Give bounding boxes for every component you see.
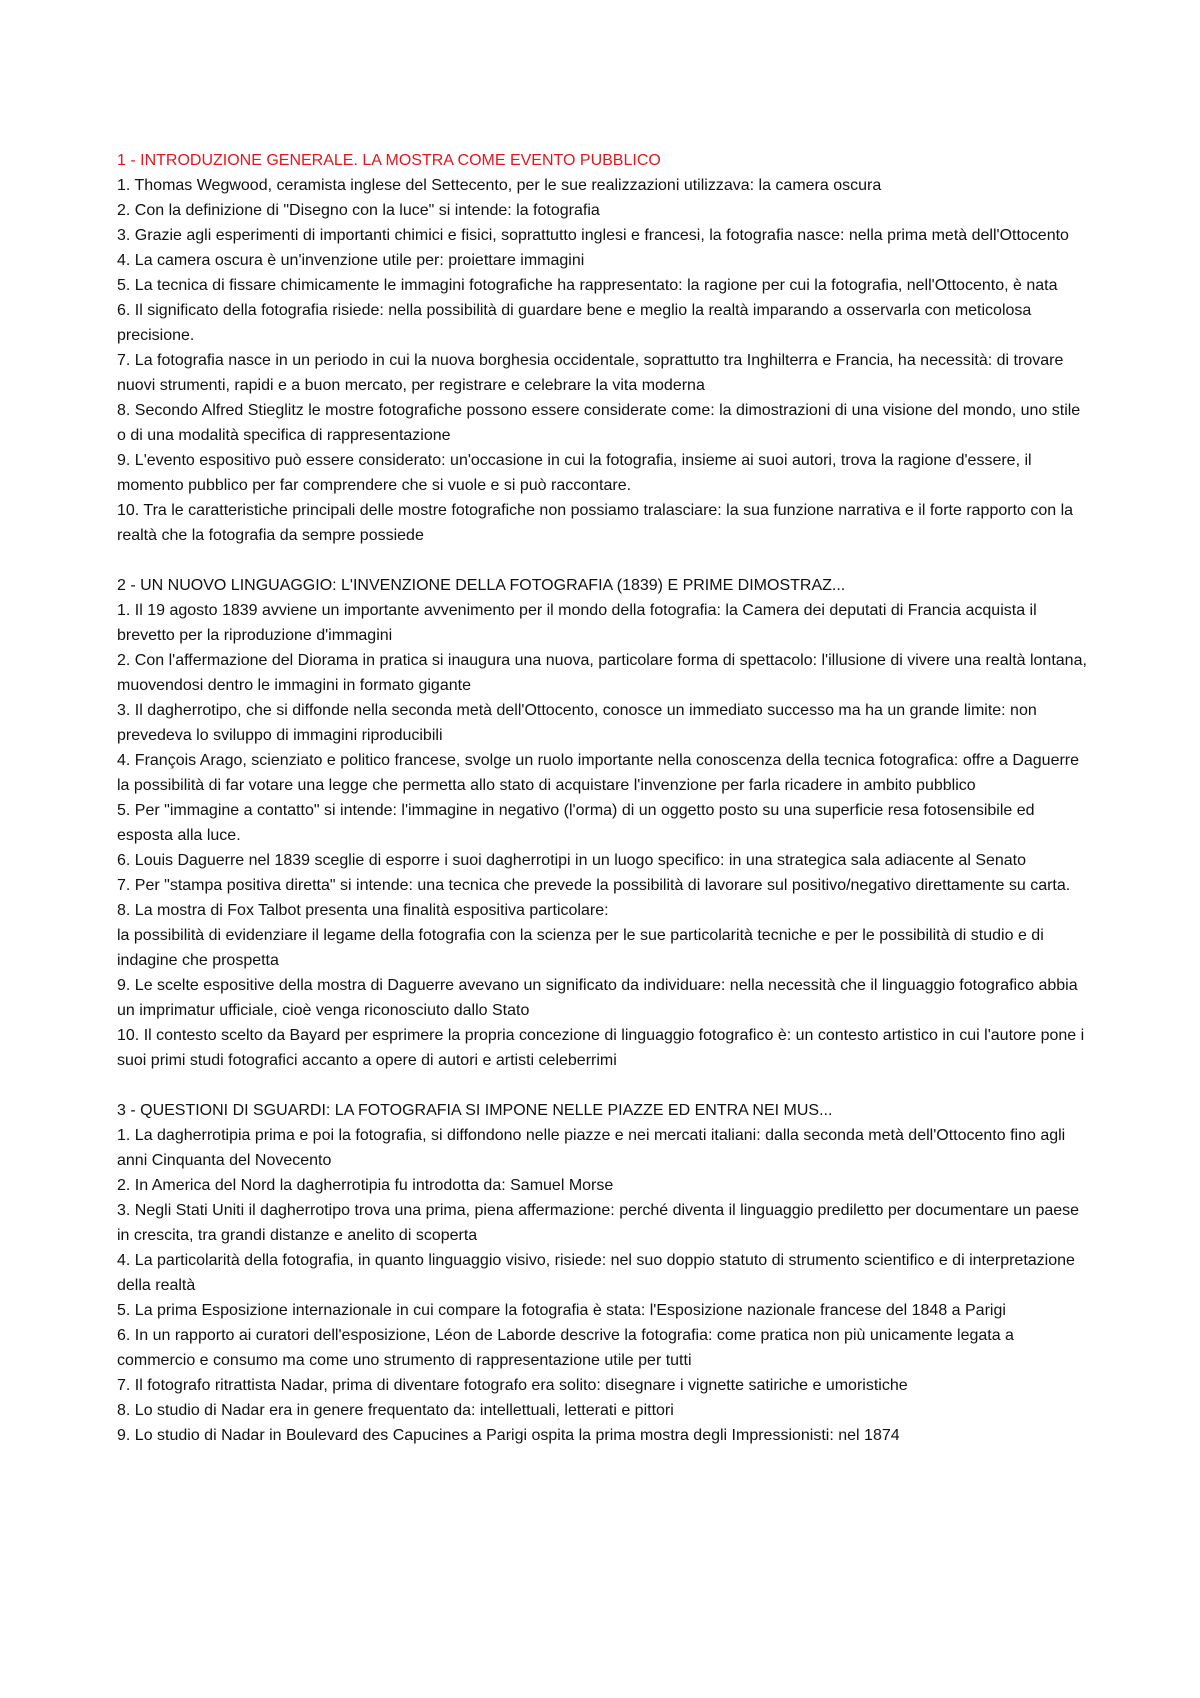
section-1 — [117, 148, 1090, 548]
question-item: 6. In un rapporto ai curatori dell'esposizione, Léon de Laborde descrive la fotografia: come pratica non più unicamente legata a commercio e consumo ma come uno strumento di rappresentazione utile per tutti — [117, 1327, 1014, 1369]
question-item: 8. Secondo Alfred Stieglitz le mostre fotografiche possono essere considerate come: la dimostrazioni di una visione del mondo, uno stile o di una modalità specifica di rappresentazione — [117, 402, 1081, 444]
question-item: 3. Il dagherrotipo, che si diffonde nella seconda metà dell'Ottocento, conosce un immediato successo ma ha un grande limite: non prevedeva lo sviluppo di immagini riproducibili — [117, 702, 1037, 744]
question-item: 1. La dagherrotipia prima e poi la fotografia, si diffondono nelle piazze e nei mercati italiani: dalla seconda metà dell'Ottocento fino agli anni Cinquanta del Novecento — [117, 1127, 1066, 1169]
section-2 — [117, 573, 1090, 1073]
section-title: 3 - QUESTIONI DI SGUARDI: LA FOTOGRAFIA SI IMPONE NELLE PIAZZE ED ENTRA NEI MUS... — [117, 1102, 833, 1119]
question-item: 5. La prima Esposizione internazionale in cui compare la fotografia è stata: l'Esposizione nazionale francese del 1848 a Parigi — [117, 1302, 1006, 1319]
question-item: 8. Lo studio di Nadar era in genere frequentato da: intellettuali, letterati e pittori — [117, 1402, 674, 1419]
question-item: 2. Con la definizione di "Disegno con la luce" si intende: la fotografia — [117, 202, 600, 219]
question-item: 9. L'evento espositivo può essere considerato: un'occasione in cui la fotografia, insieme ai suoi autori, trova la ragione d'essere, il momento pubblico per far comprendere che si vuole e si può raccontare. — [117, 452, 1032, 494]
answer-line: la possibilità di evidenziare il legame della fotografia con la scienza per le sue particolarità tecniche e per le possibilità di studio e di indagine che prospetta — [117, 927, 1044, 969]
section-3 — [117, 1098, 1090, 1448]
question-item: 5. La tecnica di fissare chimicamente le immagini fotografiche ha rappresentato: la ragione per cui la fotografia, nell'Ottocento, è nata — [117, 277, 1058, 294]
question-item: 3. Grazie agli esperimenti di importanti chimici e fisici, soprattutto inglesi e francesi, la fotografia nasce: nella prima metà dell'Ottocento — [117, 227, 1069, 244]
question-item: 10. Il contesto scelto da Bayard per esprimere la propria concezione di linguaggio fotografico è: un contesto artistico in cui l'autore pone i suoi primi studi fotografici accanto a opere di autori e artisti celeberrimi — [117, 1027, 1085, 1069]
question-item: 5. Per "immagine a contatto" si intende: l'immagine in negativo (l'orma) di un oggetto posto su una superficie resa fotosensibile ed esposta alla luce. — [117, 802, 1035, 844]
question-item: 1. Il 19 agosto 1839 avviene un importante avvenimento per il mondo della fotografia: la Camera dei deputati di Francia acquista il brevetto per la riproduzione d'immagini — [117, 602, 1037, 644]
question-item: 4. La camera oscura è un'invenzione utile per: proiettare immagini — [117, 252, 585, 269]
question-item: 2. In America del Nord la dagherrotipia fu introdotta da: Samuel Morse — [117, 1177, 614, 1194]
section-title: 2 - UN NUOVO LINGUAGGIO: L'INVENZIONE DELLA FOTOGRAFIA (1839) E PRIME DIMOSTRAZ... — [117, 577, 846, 594]
question-item: 4. François Arago, scienziato e politico francese, svolge un ruolo importante nella conoscenza della tecnica fotografica: offre a Daguerre la possibilità di far votare una legge che permetta allo stato di acquistare l'invenzione per farla ricadere in ambito pubblico — [117, 752, 1080, 794]
question-item: 2. Con l'affermazione del Diorama in pratica si inaugura una nuova, particolare forma di spettacolo: l'illusione di vivere una realtà lontana, muovendosi dentro le immagini in formato gigante — [117, 652, 1087, 694]
question-item: 3. Negli Stati Uniti il dagherrotipo trova una prima, piena affermazione: perché diventa il linguaggio prediletto per documentare un paese in crescita, tra grandi distanze e anelito di scoperta — [117, 1202, 1080, 1244]
question-item: 4. La particolarità della fotografia, in quanto linguaggio visivo, risiede: nel suo doppio statuto di strumento scientifico e di interpretazione della realtà — [117, 1252, 1075, 1294]
question-item: 7. La fotografia nasce in un periodo in cui la nuova borghesia occidentale, soprattutto tra Inghilterra e Francia, ha necessità: di trovare nuovi strumenti, rapidi e a buon mercato, per registrare e celebrare la vita moderna — [117, 352, 1064, 394]
question-item: 7. Per "stampa positiva diretta" si intende: una tecnica che prevede la possibilità di lavorare sul positivo/negativo direttamente su carta. — [117, 877, 1071, 894]
question-item: 1. Thomas Wegwood, ceramista inglese del Settecento, per le sue realizzazioni utilizzava: la camera oscura — [117, 177, 882, 194]
section-title: 1 - INTRODUZIONE GENERALE. LA MOSTRA COME EVENTO PUBBLICO — [117, 152, 661, 169]
question-item: 7. Il fotografo ritrattista Nadar, prima di diventare fotografo era solito: disegnare i vignette satiriche e umoristiche — [117, 1377, 908, 1394]
question-item: 9. Lo studio di Nadar in Boulevard des Capucines a Parigi ospita la prima mostra degli Impressionisti: nel 1874 — [117, 1427, 900, 1444]
question-item: 10. Tra le caratteristiche principali delle mostre fotografiche non possiamo tralasciare: la sua funzione narrativa e il forte rapporto con la realtà che la fotografia da sempre possiede — [117, 502, 1074, 544]
question-item: 6. Il significato della fotografia risiede: nella possibilità di guardare bene e meglio la realtà imparando a osservarla con meticolosa precisione. — [117, 302, 1032, 344]
question-item: 9. Le scelte espositive della mostra di Daguerre avevano un significato da individuare: nella necessità che il linguaggio fotografico abbia un imprimatur ufficiale, cioè venga riconosciuto dallo Stato — [117, 977, 1078, 1019]
question-item: 8. La mostra di Fox Talbot presenta una finalità espositiva particolare: — [117, 902, 609, 919]
question-item: 6. Louis Daguerre nel 1839 sceglie di esporre i suoi dagherrotipi in un luogo specifico: in una strategica sala adiacente al Senato — [117, 852, 1027, 869]
